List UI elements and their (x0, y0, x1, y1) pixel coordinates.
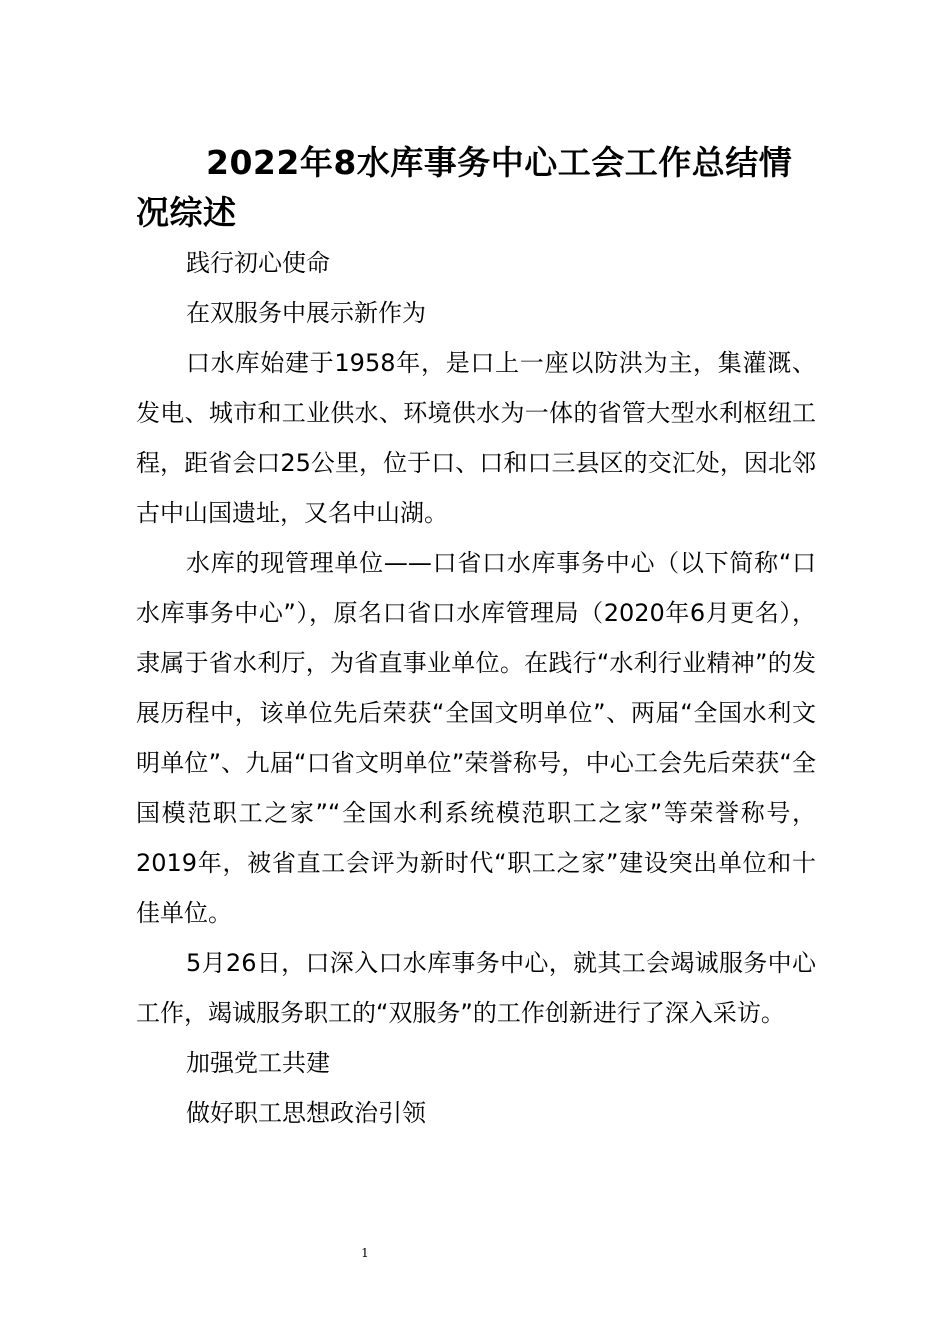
page-number: 1 (361, 1246, 369, 1260)
paragraph: 践行初心使命 (186, 249, 330, 277)
paragraph: 做好职工思想政治引领 (186, 1099, 426, 1127)
paragraph: 口水库始建于1958年，是口上一座以防洪为主，集灌溉、发电、城市和工业供水、环境供水为一体的省管大型水利枢纽工程，距省会口25公里，位于口、口和口三县区的交汇处，因北邻古中山国遗址，又名中山湖。 (136, 349, 816, 527)
paragraph: 加强党工共建 (186, 1049, 330, 1077)
document-title: 2022年8水库事务中心工会工作总结情况综述 (136, 143, 793, 232)
paragraph: 5月26日，口深入口水库事务中心，就其工会竭诚服务中心工作，竭诚服务职工的“双服务”的工作创新进行了深入采访。 (136, 949, 816, 1027)
paragraph: 水库的现管理单位——口省口水库事务中心（以下简称“口水库事务中心”），原名口省口水库管理局（2020年6月更名），隶属于省水利厅，为省直事业单位。在践行“水利行业精神”的发展历程中，该单位先后荣获“全国文明单位”、两届“全国水利文明单位”、九届“口省文明单位”荣誉称号，中心工会先后荣获“全国模范职工之家”“全国水利系统模范职工之家”等荣誉称号，2019年，被省直工会评为新时代“职工之家”建设突出单位和十佳单位。 (136, 549, 816, 927)
paragraph: 在双服务中展示新作为 (186, 299, 426, 327)
document-body (136, 238, 816, 1138)
